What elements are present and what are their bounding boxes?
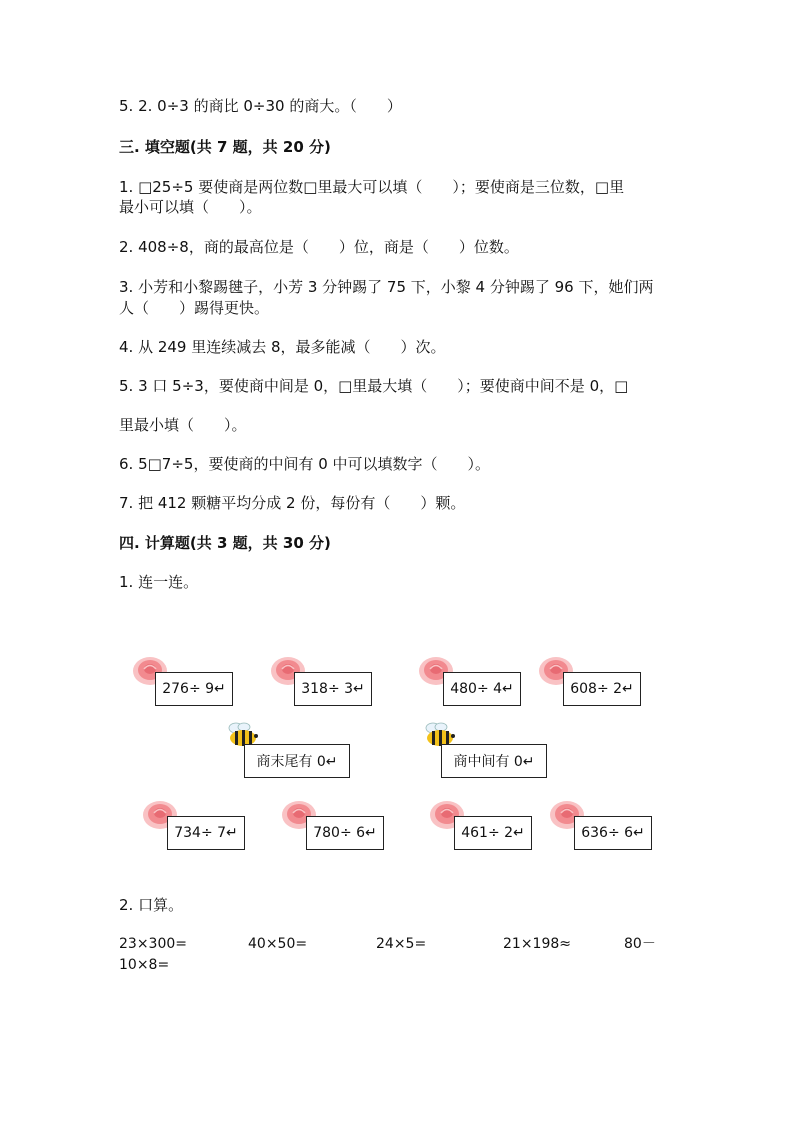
match-box-top-4[interactable]: 608÷ 2↵ — [563, 672, 641, 706]
calc-item-1: 23×300= — [119, 936, 187, 952]
calc-item-2: 40×50= — [248, 936, 308, 952]
fill-q6: 6. 5□7÷5，要使商的中间有 0 中可以填数字（ ）。 — [119, 455, 491, 473]
match-box-bottom-1[interactable]: 734÷ 7↵ — [167, 816, 245, 850]
match-box-top-3[interactable]: 480÷ 4↵ — [443, 672, 521, 706]
match-box-middle-1[interactable]: 商末尾有 0↵ — [244, 744, 350, 778]
match-box-bottom-4[interactable]: 636÷ 6↵ — [574, 816, 652, 850]
calc-item-5-part2: 10×8= — [119, 957, 170, 973]
fill-q5-line1: 5. 3 口 5÷3，要使商中间是 0，□里最大填（ ）；要使商中间不是 0，□ — [119, 377, 629, 395]
fill-q4: 4. 从 249 里连续减去 8，最多能减（ ）次。 — [119, 338, 446, 356]
fill-q3-line1: 3. 小芳和小黎踢毽子，小芳 3 分钟踢了 75 下，小黎 4 分钟踢了 96 下，她们两 — [119, 278, 654, 296]
calc-item-5-part1: 80－ — [624, 936, 656, 952]
calc-item-3: 24×5= — [376, 936, 427, 952]
match-box-top-2[interactable]: 318÷ 3↵ — [294, 672, 372, 706]
match-box-bottom-2[interactable]: 780÷ 6↵ — [306, 816, 384, 850]
calc-item-4: 21×198≈ — [503, 936, 571, 952]
fill-q7: 7. 把 412 颗糖平均分成 2 份，每份有（ ）颗。 — [119, 494, 466, 512]
match-box-middle-2[interactable]: 商中间有 0↵ — [441, 744, 547, 778]
fill-q5-line2: 里最小填（ ）。 — [119, 416, 247, 434]
calc-sub2-label: 2. 口算。 — [119, 896, 184, 914]
fill-q1-line2: 最小可以填（ ）。 — [119, 198, 262, 216]
calc-sub1-label: 1. 连一连。 — [119, 573, 199, 591]
fill-q1-line1: 1. □25÷5 要使商是两位数□里最大可以填（ ）；要使商是三位数，□里 — [119, 178, 625, 196]
fill-q3-line2: 人（ ）踢得更快。 — [119, 299, 270, 317]
true-false-item-5: 5. 2. 0÷3 的商比 0÷30 的商大。（ ） — [119, 97, 402, 115]
match-box-bottom-3[interactable]: 461÷ 2↵ — [454, 816, 532, 850]
match-box-top-1[interactable]: 276÷ 9↵ — [155, 672, 233, 706]
section-3-heading: 三. 填空题(共 7 题，共 20 分) — [119, 138, 331, 156]
section-4-heading: 四. 计算题(共 3 题，共 30 分) — [119, 534, 331, 552]
fill-q2: 2. 408÷8，商的最高位是（ ）位，商是（ ）位数。 — [119, 238, 519, 256]
